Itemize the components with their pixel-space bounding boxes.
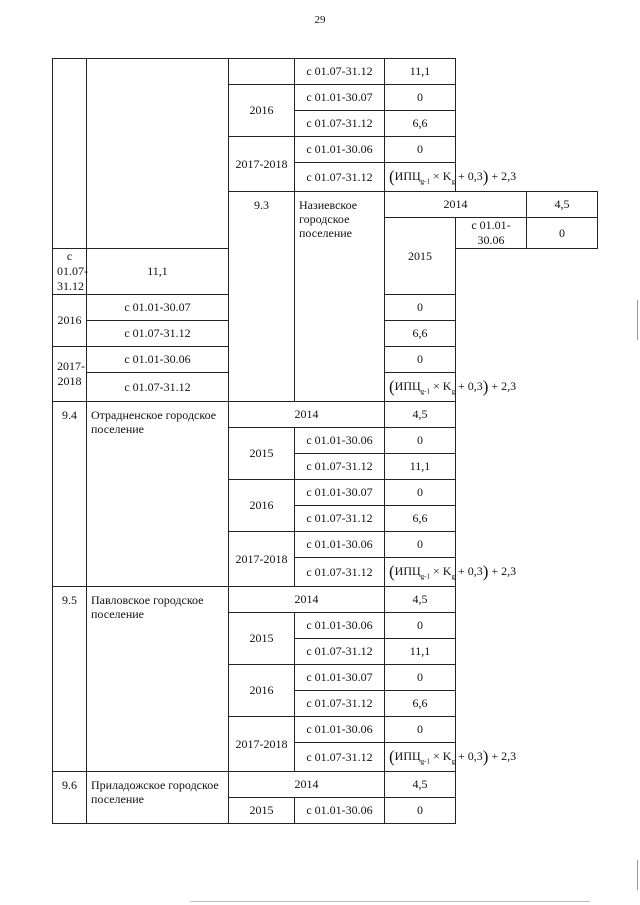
year-cell: 2014 xyxy=(385,192,527,218)
scan-artifact-line xyxy=(190,901,590,902)
period-cell: с 01.07-31.12 xyxy=(53,249,87,295)
period-cell: с 01.01-30.06 xyxy=(295,798,385,824)
value-cell: 0 xyxy=(385,85,456,111)
value-cell: 6,6 xyxy=(385,506,456,532)
table-row xyxy=(53,772,598,798)
year-cell: 2016 xyxy=(229,85,295,137)
year-cell: 2017-2018 xyxy=(229,532,295,587)
section-number: 9.6 xyxy=(53,772,87,824)
value-cell: 0 xyxy=(385,295,456,321)
value-cell: 11,1 xyxy=(385,639,456,665)
period-cell: с 01.07-31.12 xyxy=(295,506,385,532)
formula-cell: $(ИПЦ_{g-1} \times K_g + 0,3) + 2,3$ xyxy=(385,558,456,587)
value-cell: 4,5 xyxy=(527,192,598,218)
period-cell: с 01.07-31.12 xyxy=(87,373,229,402)
value-cell: 0 xyxy=(385,480,456,506)
tariff-table xyxy=(52,58,598,824)
period-cell: с 01.01-30.06 xyxy=(456,218,527,249)
period-cell: с 01.01-30.07 xyxy=(295,85,385,111)
value-cell: 6,6 xyxy=(385,691,456,717)
value-cell: 4,5 xyxy=(385,402,456,428)
table-row xyxy=(53,587,598,613)
value-cell: 4,5 xyxy=(385,772,456,798)
value-cell: 0 xyxy=(385,137,456,163)
value-cell: 11,1 xyxy=(385,454,456,480)
year-cell: 2014 xyxy=(229,402,385,428)
period-cell: с 01.01-30.06 xyxy=(87,347,229,373)
section-number: 9.3 xyxy=(229,192,295,402)
section-number: 9.4 xyxy=(53,402,87,587)
table-row xyxy=(53,402,598,428)
value-cell: 0 xyxy=(385,428,456,454)
year-cell xyxy=(229,59,295,85)
period-cell: с 01.07-31.12 xyxy=(295,558,385,587)
period-cell: с 01.01-30.06 xyxy=(295,428,385,454)
period-cell: с 01.01-30.06 xyxy=(295,717,385,743)
period-cell: с 01.07-31.12 xyxy=(295,163,385,192)
value-cell: 4,5 xyxy=(385,587,456,613)
value-cell: 11,1 xyxy=(87,249,229,295)
value-cell: 11,1 xyxy=(385,59,456,85)
year-cell: 2014 xyxy=(229,772,385,798)
row-num-cell xyxy=(53,59,87,249)
section-name: Назиевское городское поселение xyxy=(295,192,385,402)
year-cell: 2014 xyxy=(229,587,385,613)
period-cell: с 01.07-31.12 xyxy=(295,454,385,480)
table-row xyxy=(53,59,598,85)
formula-cell: $(ИПЦ_{g-1} \times K_g + 0,3) + 2,3$ xyxy=(385,163,456,192)
period-cell: с 01.01-30.06 xyxy=(295,613,385,639)
year-cell: 2015 xyxy=(229,428,295,480)
value-cell: 0 xyxy=(385,717,456,743)
period-cell: с 01.01-30.07 xyxy=(87,295,229,321)
value-cell: 6,6 xyxy=(385,321,456,347)
period-cell: с 01.07-31.12 xyxy=(295,111,385,137)
value-cell: 0 xyxy=(385,613,456,639)
value-cell: 0 xyxy=(385,798,456,824)
row-name-cell xyxy=(87,59,229,249)
year-cell: 2015 xyxy=(229,613,295,665)
value-cell: 0 xyxy=(385,665,456,691)
page-number: 29 xyxy=(314,14,326,26)
period-cell: с 01.01-30.07 xyxy=(295,480,385,506)
value-cell: 0 xyxy=(385,347,456,373)
year-cell: 2016 xyxy=(53,295,87,347)
period-cell: с 01.01-30.06 xyxy=(295,532,385,558)
period-cell: с 01.07-31.12 xyxy=(295,743,385,772)
formula-cell: $(ИПЦ_{g-1} \times K_g + 0,3) + 2,3$ xyxy=(385,373,456,402)
year-cell: 2016 xyxy=(229,480,295,532)
period-cell: с 01.07-31.12 xyxy=(87,321,229,347)
period-cell: с 01.01-30.07 xyxy=(295,665,385,691)
section-name: Павловское городское поселение xyxy=(87,587,229,772)
year-cell: 2017-2018 xyxy=(53,347,87,402)
period-cell: с 01.01-30.06 xyxy=(295,137,385,163)
value-cell: 0 xyxy=(527,218,598,249)
year-cell: 2015 xyxy=(229,798,295,824)
year-cell: 2017-2018 xyxy=(229,137,295,192)
value-cell: 0 xyxy=(385,532,456,558)
section-name: Отрадненское городское поселение xyxy=(87,402,229,587)
period-cell: с 01.07-31.12 xyxy=(295,691,385,717)
scan-edge-mark xyxy=(637,860,638,890)
year-cell: 2017-2018 xyxy=(229,717,295,772)
value-cell: 6,6 xyxy=(385,111,456,137)
period-cell: с 01.07-31.12 xyxy=(295,639,385,665)
section-number: 9.5 xyxy=(53,587,87,772)
year-cell: 2015 xyxy=(385,218,456,295)
year-cell: 2016 xyxy=(229,665,295,717)
period-cell: с 01.07-31.12 xyxy=(295,59,385,85)
formula-cell: $(ИПЦ_{g-1} \times K_g + 0,3) + 2,3$ xyxy=(385,743,456,772)
scan-edge-mark xyxy=(637,300,638,340)
section-name: Приладожское городское поселение xyxy=(87,772,229,824)
